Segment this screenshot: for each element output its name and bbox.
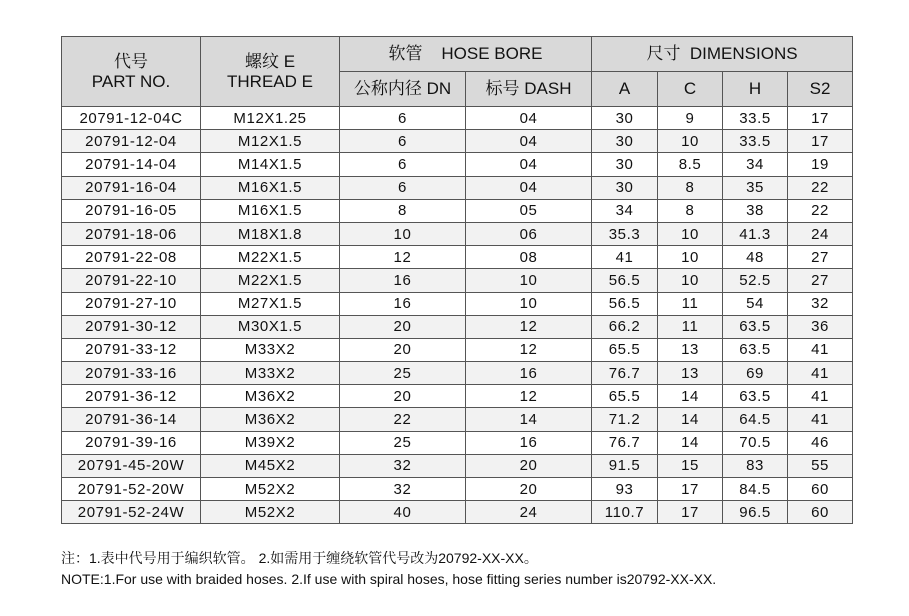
- cell-dn: 12: [340, 246, 466, 269]
- cell-dash: 20: [466, 454, 592, 477]
- table-row: [62, 107, 853, 130]
- cell-dn: 20: [340, 385, 466, 408]
- cell-s2: 27: [788, 269, 853, 292]
- cell-c: 10: [658, 130, 723, 153]
- cell-c: 14: [658, 431, 723, 454]
- cell-a: 35.3: [592, 222, 658, 245]
- table-row: [62, 269, 853, 292]
- cell-s2: 60: [788, 501, 853, 524]
- cell-a: 76.7: [592, 431, 658, 454]
- table-row: [62, 501, 853, 524]
- cell-part-no: 20791-52-20W: [62, 478, 201, 501]
- cell-s2: 32: [788, 292, 853, 315]
- cell-h: 70.5: [723, 431, 788, 454]
- cell-part-no: 20791-16-04: [62, 176, 201, 199]
- cell-dn: 40: [340, 501, 466, 524]
- cell-dn: 25: [340, 431, 466, 454]
- cell-a: 65.5: [592, 338, 658, 361]
- cell-c: 15: [658, 454, 723, 477]
- spec-table: [61, 36, 853, 524]
- note-cn: 注：1.表中代号用于编织软管。 2.如需用于缠绕软管代号改为20792-XX-XX。: [61, 550, 538, 566]
- header-h: H: [723, 72, 788, 107]
- cell-thread: M22X1.5: [201, 246, 340, 269]
- table-row: [62, 246, 853, 269]
- cell-thread: M12X1.25: [201, 107, 340, 130]
- cell-dn: 25: [340, 362, 466, 385]
- cell-thread: M52X2: [201, 478, 340, 501]
- cell-part-no: 20791-12-04: [62, 130, 201, 153]
- cell-dn: 6: [340, 107, 466, 130]
- table-row: [62, 408, 853, 431]
- cell-a: 66.2: [592, 315, 658, 338]
- cell-dash: 12: [466, 315, 592, 338]
- cell-s2: 22: [788, 176, 853, 199]
- header-s2: S2: [788, 72, 853, 107]
- cell-h: 33.5: [723, 130, 788, 153]
- cell-dn: 10: [340, 222, 466, 245]
- cell-a: 30: [592, 176, 658, 199]
- header-hose-bore: 软管 HOSE BORE: [340, 37, 592, 72]
- cell-thread: M14X1.5: [201, 153, 340, 176]
- table-row: [62, 362, 853, 385]
- cell-dash: 04: [466, 176, 592, 199]
- cell-c: 17: [658, 478, 723, 501]
- cell-thread: M16X1.5: [201, 199, 340, 222]
- cell-s2: 22: [788, 199, 853, 222]
- cell-part-no: 20791-27-10: [62, 292, 201, 315]
- cell-dn: 32: [340, 454, 466, 477]
- cell-dn: 22: [340, 408, 466, 431]
- table-row: [62, 176, 853, 199]
- cell-dn: 16: [340, 269, 466, 292]
- cell-a: 30: [592, 130, 658, 153]
- cell-h: 34: [723, 153, 788, 176]
- cell-a: 110.7: [592, 501, 658, 524]
- cell-thread: M18X1.8: [201, 222, 340, 245]
- cell-a: 30: [592, 153, 658, 176]
- cell-dash: 14: [466, 408, 592, 431]
- table-row: [62, 454, 853, 477]
- cell-dash: 08: [466, 246, 592, 269]
- cell-c: 8.5: [658, 153, 723, 176]
- cell-part-no: 20791-52-24W: [62, 501, 201, 524]
- cell-a: 34: [592, 199, 658, 222]
- header-dash: 标号 DASH: [466, 72, 592, 107]
- table-row: [62, 478, 853, 501]
- table-row: [62, 431, 853, 454]
- cell-dn: 6: [340, 176, 466, 199]
- cell-a: 56.5: [592, 269, 658, 292]
- cell-part-no: 20791-14-04: [62, 153, 201, 176]
- cell-a: 56.5: [592, 292, 658, 315]
- cell-c: 17: [658, 501, 723, 524]
- cell-h: 54: [723, 292, 788, 315]
- cell-s2: 36: [788, 315, 853, 338]
- cell-h: 35: [723, 176, 788, 199]
- header-dimensions: 尺寸 DIMENSIONS: [592, 37, 853, 72]
- cell-h: 83: [723, 454, 788, 477]
- cell-thread: M22X1.5: [201, 269, 340, 292]
- cell-c: 10: [658, 222, 723, 245]
- cell-s2: 55: [788, 454, 853, 477]
- cell-h: 69: [723, 362, 788, 385]
- header-thread: [201, 37, 340, 107]
- cell-part-no: 20791-33-12: [62, 338, 201, 361]
- note-en: NOTE:1.For use with braided hoses. 2.If use with spiral hoses, hose fitting series number is20792-XX-XX.: [61, 571, 717, 587]
- cell-dash: 16: [466, 362, 592, 385]
- cell-part-no: 20791-30-12: [62, 315, 201, 338]
- cell-a: 65.5: [592, 385, 658, 408]
- header-thread-en: THREAD E: [227, 71, 313, 91]
- cell-part-no: 20791-36-14: [62, 408, 201, 431]
- table-row: [62, 292, 853, 315]
- cell-dash: 10: [466, 292, 592, 315]
- table-row: [62, 222, 853, 245]
- cell-part-no: 20791-36-12: [62, 385, 201, 408]
- cell-dash: 10: [466, 269, 592, 292]
- cell-h: 63.5: [723, 338, 788, 361]
- cell-c: 11: [658, 292, 723, 315]
- cell-part-no: 20791-18-06: [62, 222, 201, 245]
- cell-thread: M33X2: [201, 338, 340, 361]
- cell-part-no: 20791-45-20W: [62, 454, 201, 477]
- header-a: A: [592, 72, 658, 107]
- cell-dash: 12: [466, 338, 592, 361]
- header-part-no: [62, 37, 201, 107]
- cell-c: 8: [658, 199, 723, 222]
- cell-part-no: 20791-22-10: [62, 269, 201, 292]
- cell-dash: 24: [466, 501, 592, 524]
- cell-dn: 32: [340, 478, 466, 501]
- cell-dash: 12: [466, 385, 592, 408]
- cell-dash: 05: [466, 199, 592, 222]
- spec-table-body: [62, 107, 853, 524]
- cell-dash: 20: [466, 478, 592, 501]
- header-thread-cn: 螺纹 E: [244, 51, 296, 71]
- cell-dn: 8: [340, 199, 466, 222]
- table-row: [62, 153, 853, 176]
- cell-a: 76.7: [592, 362, 658, 385]
- cell-s2: 41: [788, 338, 853, 361]
- cell-thread: M12X1.5: [201, 130, 340, 153]
- cell-thread: M33X2: [201, 362, 340, 385]
- cell-s2: 46: [788, 431, 853, 454]
- cell-thread: M36X2: [201, 408, 340, 431]
- cell-dash: 04: [466, 107, 592, 130]
- cell-part-no: 20791-33-16: [62, 362, 201, 385]
- cell-c: 14: [658, 385, 723, 408]
- cell-part-no: 20791-39-16: [62, 431, 201, 454]
- header-part-cn: 代号: [114, 51, 148, 71]
- cell-thread: M52X2: [201, 501, 340, 524]
- table-row: [62, 130, 853, 153]
- cell-dn: 20: [340, 315, 466, 338]
- cell-h: 48: [723, 246, 788, 269]
- cell-dn: 6: [340, 130, 466, 153]
- cell-dash: 04: [466, 153, 592, 176]
- cell-s2: 27: [788, 246, 853, 269]
- cell-s2: 60: [788, 478, 853, 501]
- cell-thread: M30X1.5: [201, 315, 340, 338]
- cell-s2: 19: [788, 153, 853, 176]
- cell-s2: 17: [788, 107, 853, 130]
- cell-h: 63.5: [723, 315, 788, 338]
- table-row: [62, 315, 853, 338]
- header-part-en: PART NO.: [91, 71, 171, 91]
- cell-c: 9: [658, 107, 723, 130]
- header-dn: 公称内径 DN: [340, 72, 466, 107]
- table-row: [62, 338, 853, 361]
- cell-thread: M27X1.5: [201, 292, 340, 315]
- cell-c: 11: [658, 315, 723, 338]
- cell-h: 64.5: [723, 408, 788, 431]
- cell-s2: 24: [788, 222, 853, 245]
- cell-h: 41.3: [723, 222, 788, 245]
- cell-h: 33.5: [723, 107, 788, 130]
- cell-h: 84.5: [723, 478, 788, 501]
- cell-h: 38: [723, 199, 788, 222]
- cell-part-no: 20791-12-04C: [62, 107, 201, 130]
- cell-c: 10: [658, 246, 723, 269]
- cell-s2: 17: [788, 130, 853, 153]
- cell-dn: 16: [340, 292, 466, 315]
- cell-s2: 41: [788, 362, 853, 385]
- table-row: [62, 199, 853, 222]
- cell-a: 71.2: [592, 408, 658, 431]
- cell-dash: 04: [466, 130, 592, 153]
- cell-thread: M36X2: [201, 385, 340, 408]
- cell-part-no: 20791-16-05: [62, 199, 201, 222]
- notes: [61, 548, 716, 590]
- cell-thread: M16X1.5: [201, 176, 340, 199]
- cell-c: 10: [658, 269, 723, 292]
- cell-c: 13: [658, 362, 723, 385]
- cell-a: 91.5: [592, 454, 658, 477]
- cell-c: 13: [658, 338, 723, 361]
- cell-dn: 6: [340, 153, 466, 176]
- table-row: [62, 385, 853, 408]
- cell-part-no: 20791-22-08: [62, 246, 201, 269]
- cell-h: 52.5: [723, 269, 788, 292]
- cell-a: 30: [592, 107, 658, 130]
- cell-s2: 41: [788, 385, 853, 408]
- header-c: C: [658, 72, 723, 107]
- cell-thread: M45X2: [201, 454, 340, 477]
- cell-dash: 16: [466, 431, 592, 454]
- cell-c: 8: [658, 176, 723, 199]
- cell-h: 96.5: [723, 501, 788, 524]
- cell-dash: 06: [466, 222, 592, 245]
- cell-dn: 20: [340, 338, 466, 361]
- cell-thread: M39X2: [201, 431, 340, 454]
- cell-c: 14: [658, 408, 723, 431]
- cell-a: 41: [592, 246, 658, 269]
- cell-h: 63.5: [723, 385, 788, 408]
- cell-s2: 41: [788, 408, 853, 431]
- cell-a: 93: [592, 478, 658, 501]
